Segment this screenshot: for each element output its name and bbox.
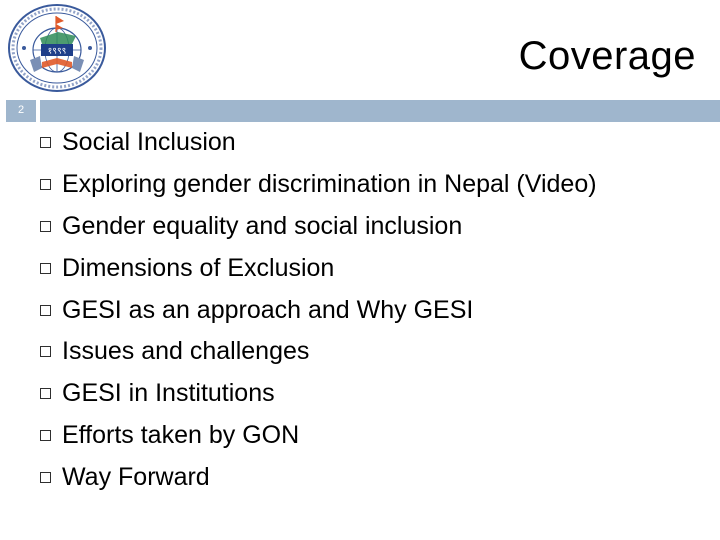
square-bullet-icon xyxy=(40,263,51,274)
bullet-text: GESI in Institutions xyxy=(62,379,275,408)
slide-number: 2 xyxy=(17,104,25,116)
square-bullet-icon xyxy=(40,137,51,148)
bullet-text: Dimensions of Exclusion xyxy=(62,253,335,282)
bullet-text: Efforts taken by GON xyxy=(62,420,300,449)
list-item xyxy=(40,247,597,289)
slide-number-tab xyxy=(6,100,36,122)
square-bullet-icon xyxy=(40,221,51,232)
list-item xyxy=(40,164,597,206)
square-bullet-icon xyxy=(40,346,51,357)
list-item xyxy=(40,122,597,164)
square-bullet-icon xyxy=(40,388,51,399)
square-bullet-icon xyxy=(40,305,51,316)
bullet-text: Way Forward xyxy=(62,462,210,491)
bullet-text: Issues and challenges xyxy=(62,337,310,366)
list-item xyxy=(40,206,597,248)
bullet-text: Social Inclusion xyxy=(62,128,236,157)
header-divider-bar xyxy=(40,100,720,122)
slide-title: Coverage xyxy=(518,34,696,78)
list-item xyxy=(40,456,597,498)
square-bullet-icon xyxy=(40,179,51,190)
list-item xyxy=(40,415,597,457)
institution-seal-icon xyxy=(6,2,108,94)
bullet-text: Exploring gender discrimination in Nepal (Video) xyxy=(62,170,597,199)
coverage-bullet-list xyxy=(40,122,597,498)
list-item xyxy=(40,289,597,331)
logo-inner-text: १९९९ xyxy=(47,46,67,57)
list-item xyxy=(40,331,597,373)
bullet-text: Gender equality and social inclusion xyxy=(62,211,463,240)
square-bullet-icon xyxy=(40,430,51,441)
list-item xyxy=(40,373,597,415)
bullet-text: GESI as an approach and Why GESI xyxy=(62,295,474,324)
square-bullet-icon xyxy=(40,472,51,483)
